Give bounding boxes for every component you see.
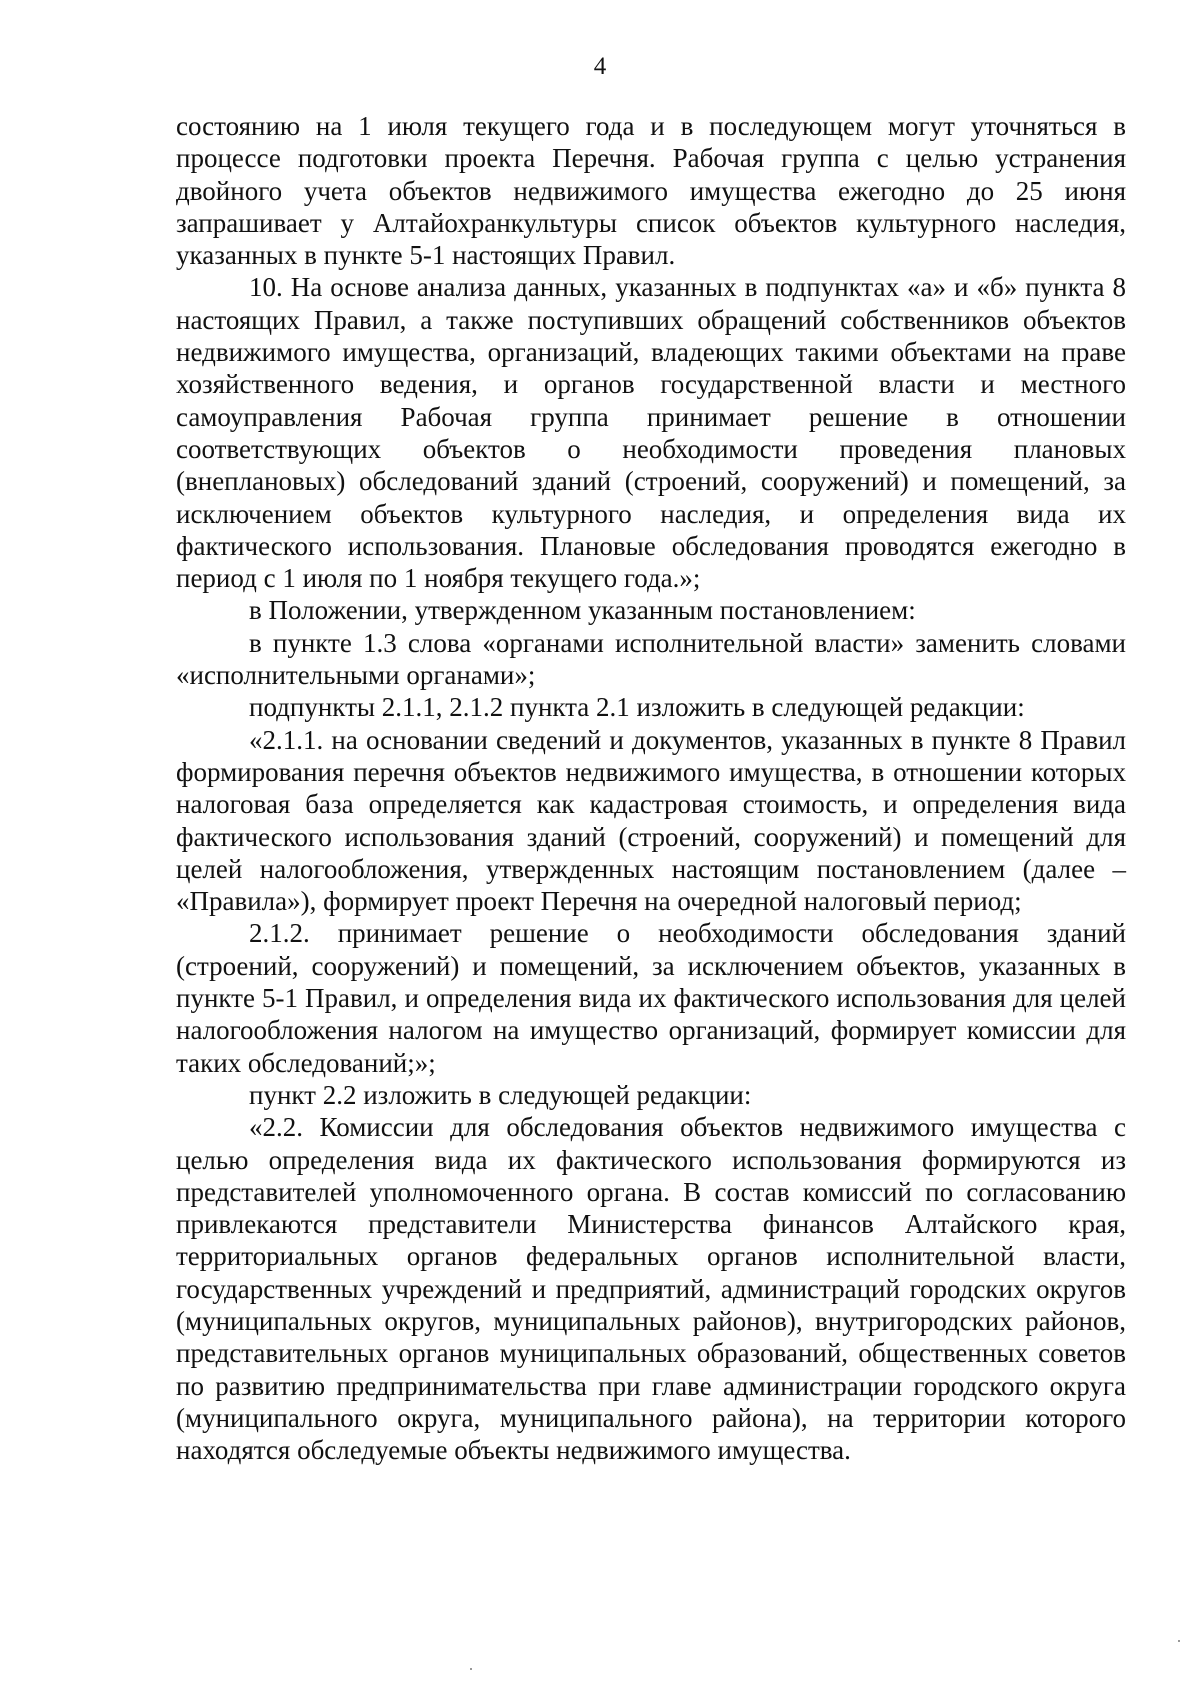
paragraph-item-2-2: «2.2. Комиссии для обследования объектов недвижимого имущества с целью определения вида их фактического использования формируются из представителей уполномоченного органа. В состав комиссий по согласованию привлекаются представители Министерства финансов Алтайского края, территориальных органов федеральных органов исполнительной власти, государственных учреждений и предприятий, администраций городских округов (муниципальных округов, муниципальных районов), внутригородских районов, представительных органов муниципальных образований, общественных советов по развитию предпринимательства при главе администрации городского округа (муниципального округа, муниципального района), на территории которого находятся обследуемые объекты недвижимого имущества.: [176, 1112, 1126, 1466]
paragraph-item-1-3-amendment: в пункте 1.3 слова «органами исполнительной власти» заменить словами «исполнительными органами»;: [176, 627, 1126, 691]
paragraph-regulation-intro: в Положении, утвержденном указанным постановлением:: [249, 595, 916, 626]
paragraph-item-10: 10. На основе анализа данных, указанных в подпунктах «а» и «б» пункта 8 настоящих Правил, а также поступивших обращений собственников объектов недвижимого имущества, организаций, владеющих такими объектами на праве хозяйственного ведения, и органов государственной власти и местного самоуправления Рабочая группа принимает решение в отношении соответствующих объектов о необходимости проведения плановых (внеплановых) обследований зданий (строений, сооружений) и помещений, за исключением объектов культурного наследия, и определения вида их фактического использования. Плановые обследования проводятся ежегодно в период с 1 июля по 1 ноября текущего года.»;: [176, 272, 1126, 594]
page-number: 4: [593, 53, 607, 80]
scan-speck: [1178, 1640, 1180, 1642]
paragraph-item-2-1-1: «2.1.1. на основании сведений и документов, указанных в пункте 8 Правил формирования перечня объектов недвижимого имущества, в отношении которых налоговая база определяется как кадастровая стоимость, и определения вида фактического использования зданий (строений, сооружений) и помещений для целей налогообложения, утвержденных настоящим постановлением (далее – «Правила»), формирует проект Перечня на очередной налоговый период;: [176, 724, 1126, 917]
paragraph-item-2-2-intro: пункт 2.2 изложить в следующей редакции:: [249, 1079, 752, 1110]
scan-speck: [470, 1668, 472, 1670]
document-body: [176, 110, 1126, 1466]
paragraph-item-2-1-2: 2.1.2. принимает решение о необходимости обследования зданий (строений, сооружений) и помещений, за исключением объектов, указанных в пункте 5-1 Правил, и определения вида их фактического использования для целей налогообложения налогом на имущество организаций, формирует комиссии для таких обследований;»;: [176, 918, 1126, 1078]
paragraph-continuation: состоянию на 1 июля текущего года и в последующем могут уточняться в процессе подготовки проекта Перечня. Рабочая группа с целью устранения двойного учета объектов недвижимого имущества ежегодно до 25 июня запрашивает у Алтайохранкультуры список объектов культурного наследия, указанных в пункте 5-1 настоящих Правил.: [176, 111, 1126, 271]
paragraph-subitems-intro: подпункты 2.1.1, 2.1.2 пункта 2.1 изложить в следующей редакции:: [249, 692, 1025, 723]
